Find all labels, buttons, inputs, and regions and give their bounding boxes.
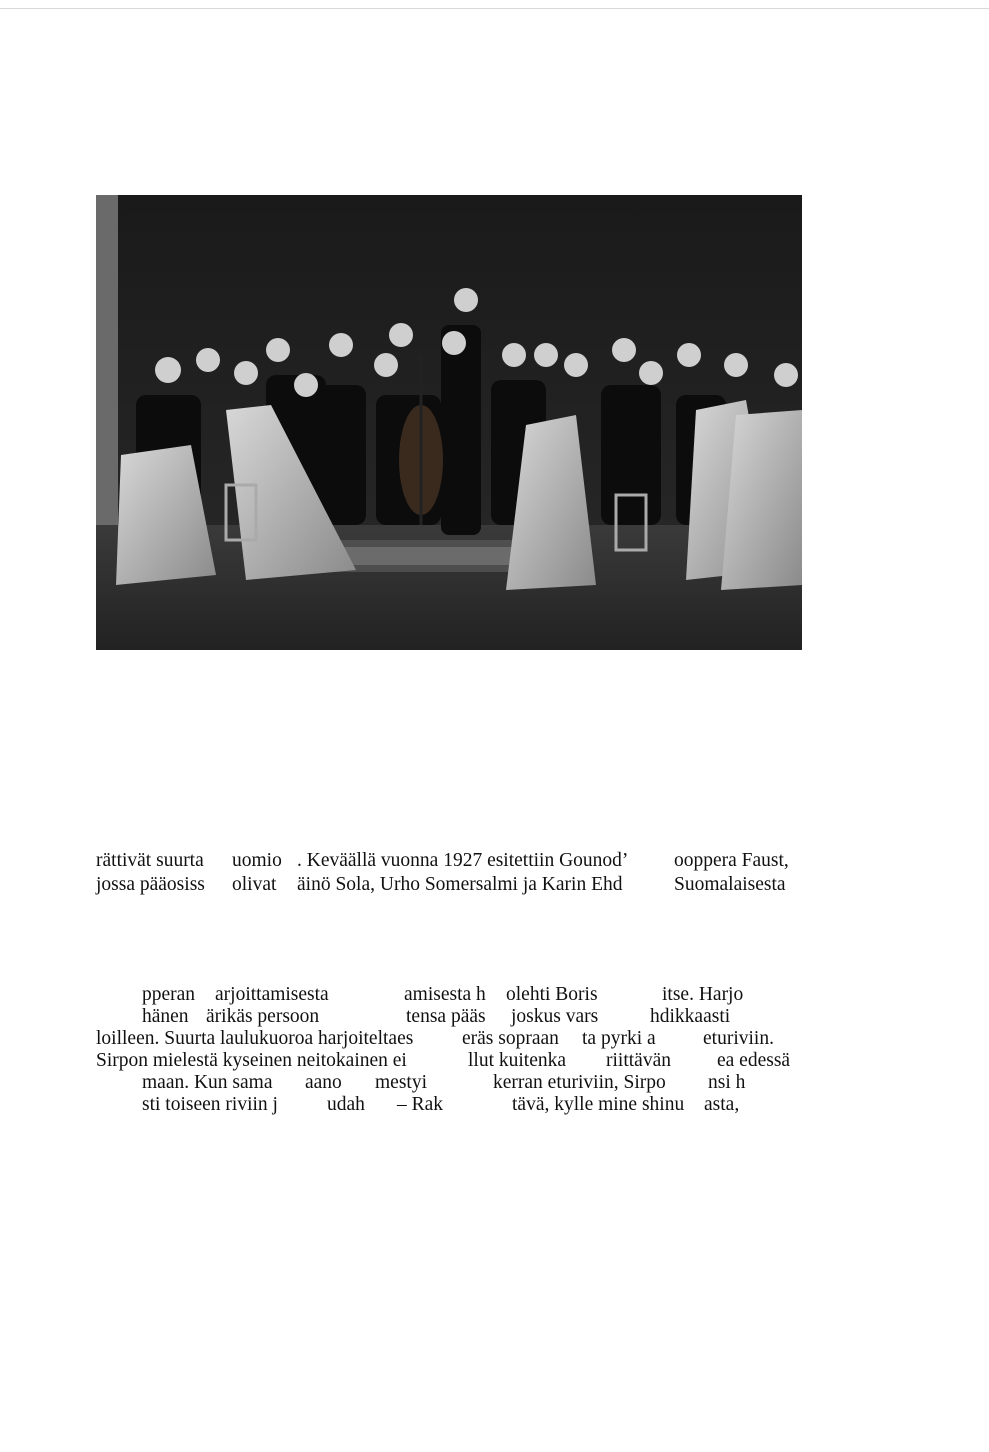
block2-line-6-segment-1: sti toiseen riviin j bbox=[142, 1094, 278, 1115]
block2-line-4-segment-1: Sirpon mielestä kyseinen neitokainen ei bbox=[96, 1050, 407, 1071]
block1-line-1-segment-3: . Keväällä vuonna 1927 esitettiin Gounod’ bbox=[297, 850, 629, 871]
block2-line-1-segment-2: arjoittamisesta bbox=[215, 984, 329, 1005]
block2-line-3 bbox=[0, 1028, 989, 1050]
block1-line-2-segment-4: Suomalaisesta bbox=[674, 874, 786, 895]
block1-line-2-segment-3: äinö Sola, Urho Somersalmi ja Karin Ehd bbox=[297, 874, 623, 895]
block2-line-4 bbox=[0, 1050, 989, 1072]
block2-line-2 bbox=[0, 1006, 989, 1028]
scan-edge-line bbox=[0, 8, 989, 9]
block1-line-1-segment-2: uomio bbox=[232, 850, 282, 871]
orchestra-photograph bbox=[96, 195, 802, 650]
block2-line-2-segment-1: hänen bbox=[142, 1006, 189, 1027]
block2-line-1-segment-1: pperan bbox=[142, 984, 196, 1005]
block1-line-2-segment-1: jossa pääosiss bbox=[96, 874, 205, 895]
block2-line-2-segment-2: ärikäs persoon bbox=[206, 1006, 320, 1027]
block2-line-6-segment-4: tävä, kylle mine shinu bbox=[512, 1094, 685, 1115]
block2-line-1-segment-4: olehti Boris bbox=[506, 984, 598, 1005]
block2-line-5-segment-3: mestyi bbox=[375, 1072, 427, 1093]
block2-line-2-segment-5: hdikkaasti bbox=[650, 1006, 731, 1027]
orchestra-photograph-image bbox=[96, 195, 802, 650]
block2-line-1-segment-5: itse. Harjo bbox=[662, 984, 744, 1005]
block1-line-2-segment-2: olivat bbox=[232, 874, 277, 895]
block2-line-3-segment-1: loilleen. Suurta laulukuoroa harjoiteltaes bbox=[96, 1028, 414, 1049]
block2-line-4-segment-4: ea edessä bbox=[717, 1050, 791, 1071]
block2-line-5-segment-4: kerran eturiviin, Sirpo bbox=[493, 1072, 666, 1093]
block1-line-1-segment-4: ooppera Faust, bbox=[674, 850, 789, 871]
block2-line-5-segment-1: maan. Kun sama bbox=[142, 1072, 273, 1093]
block2-line-1 bbox=[0, 984, 989, 1006]
block2-line-4-segment-3: riittävän bbox=[606, 1050, 671, 1071]
block2-line-6 bbox=[0, 1094, 989, 1116]
block2-line-3-segment-2: eräs sopraan bbox=[462, 1028, 559, 1049]
block2-line-5-segment-5: nsi h bbox=[708, 1072, 746, 1093]
block2-line-2-segment-3: tensa pääs bbox=[406, 1006, 486, 1027]
block1-line-1 bbox=[0, 850, 989, 872]
block1-line-1-segment-1: rättivät suurta bbox=[96, 850, 204, 871]
block2-line-3-segment-3: ta pyrki a bbox=[582, 1028, 656, 1049]
block2-line-6-segment-5: asta, bbox=[704, 1094, 740, 1115]
block2-line-4-segment-2: llut kuitenka bbox=[468, 1050, 567, 1071]
block2-line-1-segment-3: amisesta h bbox=[404, 984, 486, 1005]
block2-line-5 bbox=[0, 1072, 989, 1094]
block2-line-6-segment-3: – Rak bbox=[397, 1094, 444, 1115]
block2-line-3-segment-4: eturiviin. bbox=[703, 1028, 774, 1049]
block2-line-6-segment-2: udah bbox=[327, 1094, 365, 1115]
block2-line-2-segment-4: joskus vars bbox=[511, 1006, 599, 1027]
block2-line-5-segment-2: aano bbox=[305, 1072, 342, 1093]
block1-line-2 bbox=[0, 874, 989, 896]
